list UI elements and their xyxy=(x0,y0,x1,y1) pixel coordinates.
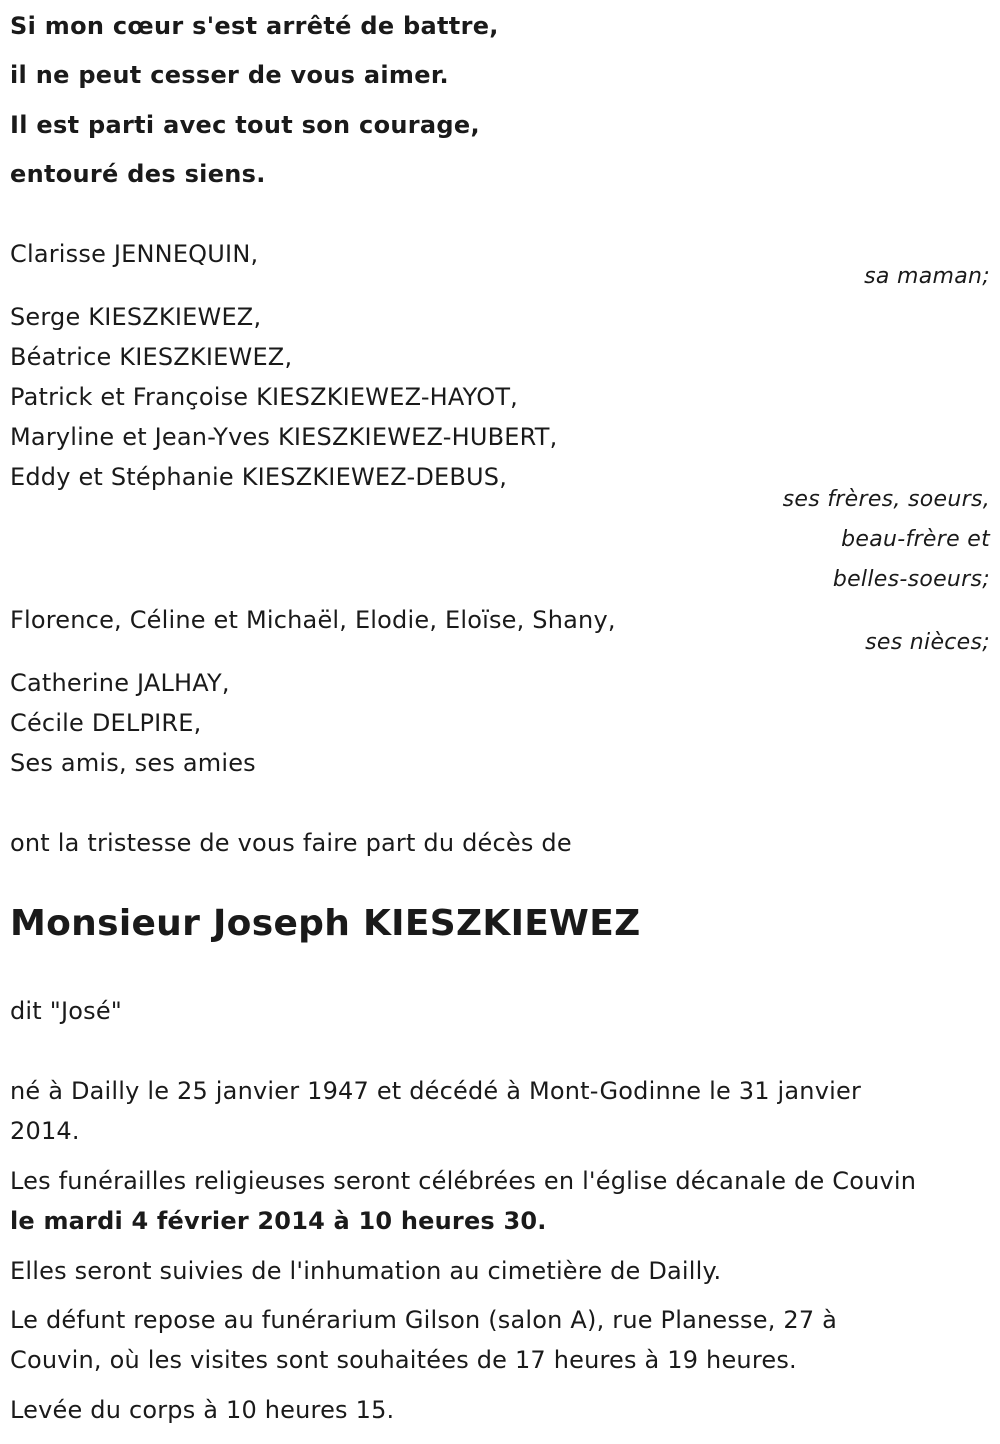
siblings-role: beau-frère et xyxy=(841,527,990,552)
friend-name: Cécile DELPIRE, xyxy=(10,709,202,737)
siblings-role: ses frères, soeurs, xyxy=(782,487,990,512)
sibling-name: Serge KIESZKIEWEZ, xyxy=(10,303,262,331)
rest-line: Couvin, où les visites sont souhaitées de 17 heures à 19 heures. xyxy=(10,1346,797,1374)
nickname: dit "José" xyxy=(10,997,123,1025)
friends-line: Ses amis, ses amies xyxy=(10,749,256,777)
sibling-name: Béatrice KIESZKIEWEZ, xyxy=(10,343,293,371)
funeral-date: le mardi 4 février 2014 à 10 heures 30. xyxy=(10,1207,547,1235)
poem-line: il ne peut cesser de vous aimer. xyxy=(10,61,449,89)
body-removal-text: Levée du corps à 10 heures 15. xyxy=(10,1396,395,1424)
siblings-role: belles-soeurs; xyxy=(832,567,990,592)
poem-line: Il est parti avec tout son courage, xyxy=(10,111,480,139)
poem-line: Si mon cœur s'est arrêté de battre, xyxy=(10,12,499,40)
nieces-names: Florence, Céline et Michaël, Elodie, Eloïse, Shany, xyxy=(10,606,616,634)
deceased-name: Monsieur Joseph KIESZKIEWEZ xyxy=(10,903,641,944)
poem-line: entouré des siens. xyxy=(10,160,266,188)
sibling-name: Eddy et Stéphanie KIESZKIEWEZ-DEBUS, xyxy=(10,463,508,491)
mother-role: sa maman; xyxy=(864,264,990,289)
nieces-role: ses nièces; xyxy=(865,630,990,655)
announcement-text: ont la tristesse de vous faire part du décès de xyxy=(10,829,572,857)
sibling-name: Maryline et Jean-Yves KIESZKIEWEZ-HUBERT, xyxy=(10,423,558,451)
mother-name: Clarisse JENNEQUIN, xyxy=(10,240,259,268)
friend-name: Catherine JALHAY, xyxy=(10,669,230,697)
birth-death-line: né à Dailly le 25 janvier 1947 et décédé à Mont-Godinne le 31 janvier xyxy=(10,1077,862,1105)
sibling-name: Patrick et Françoise KIESZKIEWEZ-HAYOT, xyxy=(10,383,519,411)
burial-text: Elles seront suivies de l'inhumation au cimetière de Dailly. xyxy=(10,1257,722,1285)
birth-death-line: 2014. xyxy=(10,1117,80,1145)
funeral-line: Les funérailles religieuses seront célébrées en l'église décanale de Couvin xyxy=(10,1167,917,1195)
rest-line: Le défunt repose au funérarium Gilson (salon A), rue Planesse, 27 à xyxy=(10,1306,838,1334)
